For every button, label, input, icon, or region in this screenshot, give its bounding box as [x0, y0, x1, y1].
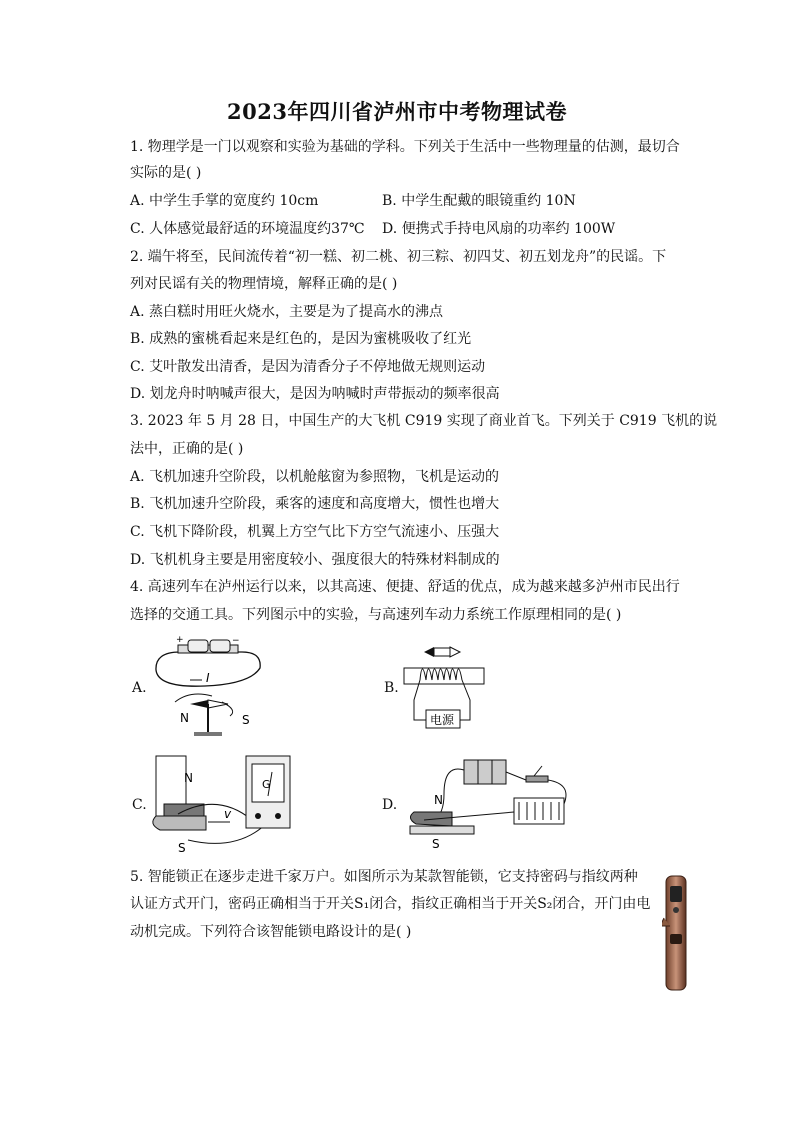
current-label: I: [206, 671, 210, 685]
terminal-icon: [275, 813, 281, 819]
south-label: S: [242, 713, 250, 727]
q4-figure-d: [404, 754, 576, 852]
q3-option-a: A. 飞机加速升空阶段，以机舱舷窗为参照物，飞机是运动的: [130, 469, 500, 485]
q3-stem-line2: 法中，正确的是( ): [130, 441, 244, 457]
q1-option-b: B. 中学生配戴的眼镜重约 10N: [382, 193, 576, 209]
compass-needle-south: [208, 700, 228, 708]
battery-icon: [188, 640, 208, 652]
stand-base: [194, 732, 222, 736]
page-title: 2023年四川省泸州市中考物理试卷: [227, 99, 567, 124]
base-plate: [410, 826, 474, 834]
q5-stem-line3: 动机完成。下列符合该智能锁电路设计的是( ): [130, 924, 412, 940]
u-magnet-icon: [153, 816, 206, 830]
compass-needle-north: [190, 700, 208, 708]
q4-figure-c: [148, 752, 298, 858]
q3-option-d: D. 飞机机身主要是用密度较小、强度很大的特殊材料制成的: [130, 552, 500, 568]
rheostat-icon: [514, 798, 564, 824]
magnet-icon: [434, 648, 450, 656]
north-label: N: [180, 711, 189, 725]
velocity-label: v: [224, 807, 232, 821]
q3-option-b: B. 飞机加速升空阶段，乘客的速度和高度增大，惯性也增大: [130, 496, 500, 512]
q1-option-d: D. 便携式手持电风扇的功率约 100W: [382, 221, 616, 237]
magnet-arrow-icon: [450, 647, 460, 657]
south-label: S: [432, 837, 440, 851]
switch-lever: [534, 766, 542, 776]
q4-stem-line2: 选择的交通工具。下列图示中的实验，与高速列车动力系统工作原理相同的是( ): [130, 607, 622, 623]
wire-right: [460, 680, 470, 720]
smart-lock-image: [662, 874, 690, 994]
q4-label-a: A.: [132, 680, 147, 696]
battery-icon: [210, 640, 230, 652]
plus-label: +: [176, 635, 184, 645]
q4-label-b: B.: [384, 680, 399, 696]
wire: [506, 772, 526, 780]
north-label: N: [184, 771, 193, 785]
q5-stem-line2: 认证方式开门，密码正确相当于开关S₁闭合，指纹正确相当于开关S₂闭合，开门由电: [130, 896, 651, 912]
q1-stem-line1: 1. 物理学是一门以观察和实验为基础的学科。下列关于生活中一些物理量的估测，最切合: [130, 139, 680, 155]
q4-figure-b: [400, 640, 490, 732]
q4-label-d: D.: [382, 797, 398, 813]
terminal-icon: [255, 813, 261, 819]
q1-stem-line2: 实际的是( ): [130, 165, 202, 181]
q4-stem-line1: 4. 高速列车在泸州运行以来，以其高速、便捷、舒适的优点，成为越来越多泸州市民出行: [130, 579, 680, 595]
q4-figure-a: [150, 632, 270, 744]
keyhole-icon: [670, 934, 682, 944]
battery-pack-icon: [464, 760, 506, 784]
wire-left: [414, 680, 426, 720]
q2-option-a: A. 蒸白糕时用旺火烧水，主要是为了提高水的沸点: [130, 304, 444, 320]
power-label: 电源: [430, 713, 455, 727]
q2-stem-line2: 列对民谣有关的物理情境，解释正确的是( ): [130, 276, 398, 292]
meter-label: G: [262, 778, 271, 791]
q3-option-c: C. 飞机下降阶段，机翼上方空气比下方空气流速小、压强大: [130, 524, 500, 540]
q2-option-d: D. 划龙舟时呐喊声很大，是因为呐喊时声带振动的频率很高: [130, 386, 500, 402]
q2-option-c: C. 艾叶散发出清香，是因为清香分子不停地做无规则运动: [130, 359, 486, 375]
minus-label: −: [232, 636, 240, 646]
keypad-icon: [670, 886, 682, 902]
q2-option-b: B. 成熟的蜜桃看起来是红色的，是因为蜜桃吸收了红光: [130, 331, 472, 347]
q4-label-c: C.: [132, 797, 147, 813]
q3-stem-line1: 3. 2023 年 5 月 28 日，中国生产的大飞机 C919 实现了商业首飞。下列关于 C919 飞机的说: [130, 413, 718, 429]
q2-stem-line1: 2. 端午将至，民间流传着“初一糕、初二桃、初三粽、初四艾、初五划龙舟”的民谣。下: [130, 249, 667, 265]
south-label: S: [178, 841, 186, 855]
q1-option-c: C. 人体感觉最舒适的环境温度约37℃: [130, 221, 365, 237]
q1-option-a: A. 中学生手掌的宽度约 10cm: [130, 193, 319, 209]
magnet-arrow-icon: [424, 647, 434, 657]
switch-icon: [526, 776, 548, 782]
fingerprint-icon: [673, 907, 679, 913]
north-label: N: [434, 793, 443, 807]
q5-stem-line1: 5. 智能锁正在逐步走进千家万户。如图所示为某款智能锁，它支持密码与指纹两种: [130, 869, 638, 885]
